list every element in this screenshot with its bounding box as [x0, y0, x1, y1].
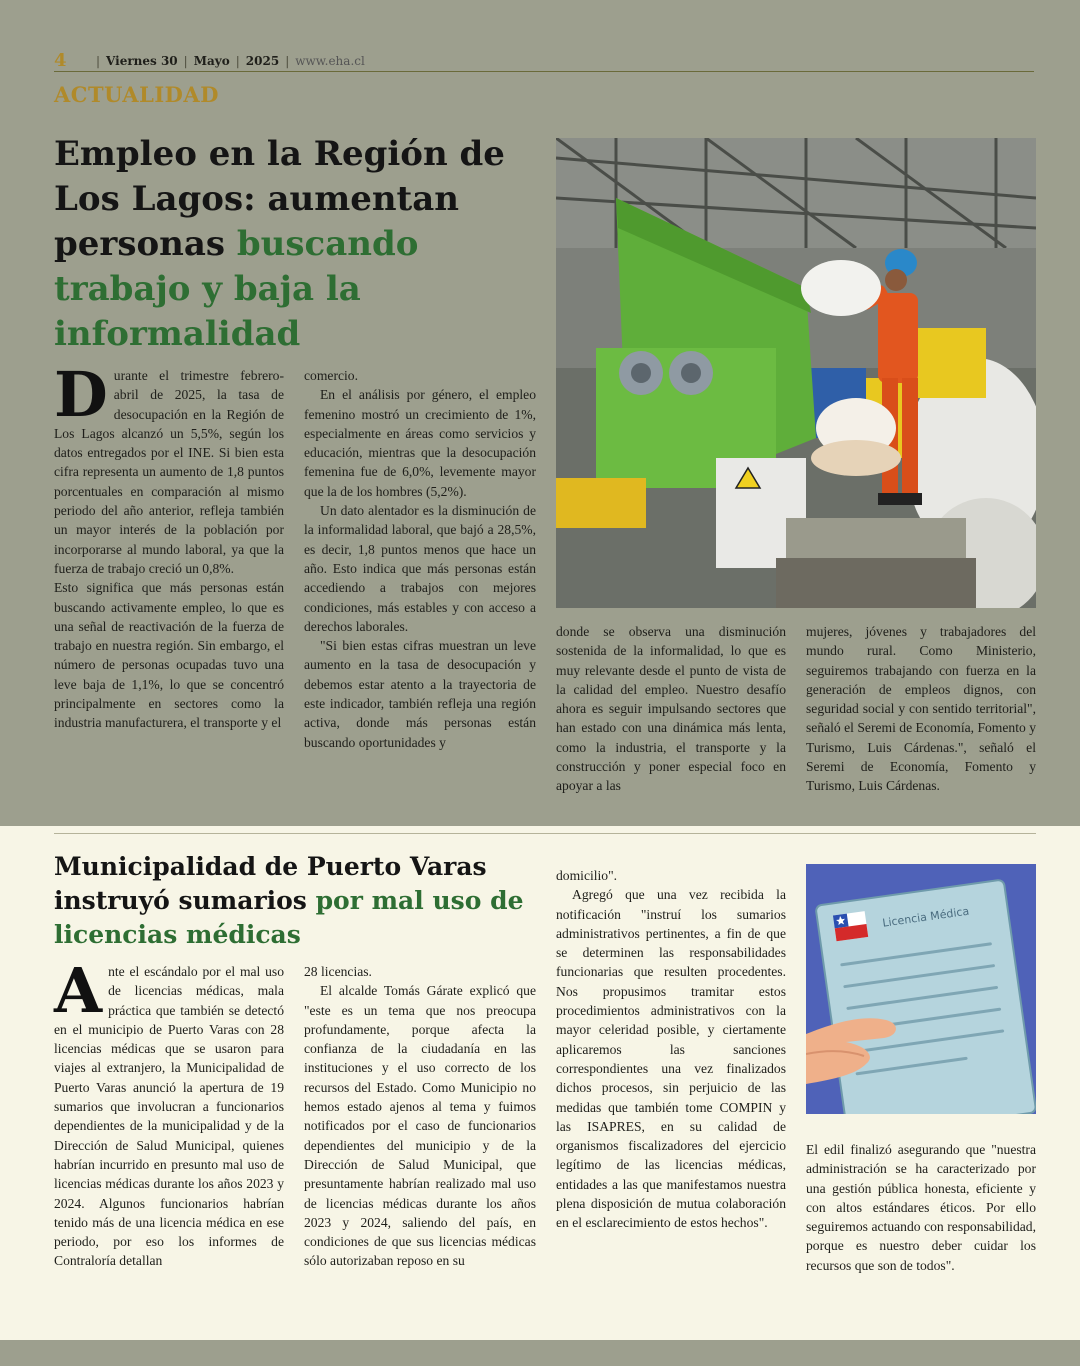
article1-paragraph: comercio.: [304, 368, 358, 383]
article2-column-4: [806, 1140, 1036, 1275]
article1-headline-green: buscando trabajo y baja la informalidad: [54, 224, 419, 354]
article2-paragraph: nte el escándalo por el mal uso de licencias médicas, mala práctica que también se detectó en el municipio de Puerto Varas con 28 licencias médicas que se usaron para viajes al extranjero, la Municipalidad de Puerto Varas anunció la apertura de 19 sumarios que involucran a funcionarios dependientes de la municipalidad y de la Dirección de Salud Municipal, quienes habrían incurrido en presunto mal uso de licencias médicas durante los años 2023 y 2024. Algunos funcionarios habrían tenido más de una licencia médica en ese periodo, por eso los informes de Contraloría detallan: [54, 964, 284, 1269]
article1-column-4: [806, 622, 1036, 796]
article2-headline: [54, 850, 544, 952]
article2-headline-green: por mal uso de licencias médicas: [54, 886, 524, 949]
article1-paragraph: urante el trimestre febrero-abril de 2025, la tasa de desocupación en la Región de Los Lagos alcanzó un 5,5%, según los datos entregados por el INE. Si bien esta cifra representa un aumento de 1,8 puntos porcentuales en comparación al mismo periodo del año anterior, refleja también un mayor interés de la población por incorporarse al mundo laboral, ya que la fuerza de trabajo creció un 0,8%.: [54, 368, 284, 576]
article1-paragraph: Un dato alentador es la disminución de la informalidad laboral, que bajó a 28,5%, es decir, 1,8 puntos menos que hace un año. Esto indica que más personas están accediendo a trabajos con mejores condiciones, más estables y con acceso a derechos laborales.: [304, 503, 536, 634]
article1-column-3: [556, 622, 786, 796]
header-website: www.eha.cl: [295, 53, 365, 68]
article1-dropcap: D: [54, 358, 108, 431]
section-label: ACTUALIDAD: [54, 82, 219, 107]
article1-paragraph: Esto significa que más personas están buscando activamente empleo, lo que es una señal de reactivación de la fuerza de trabajo en nuestra región. Sin embargo, el número de personas ocupadas tuvo una leve baja de 1,1%, lo que se concentró principalmente en sectores como la industria manufacturera, el transporte y el: [54, 580, 284, 731]
article2-column-3: [556, 866, 786, 1233]
page-header: 4 | Viernes 30 | Mayo | 2025 | www.eha.cl: [54, 50, 1034, 72]
medical-license-illustration: [806, 864, 1036, 1114]
article2-paragraph: 28 licencias.: [304, 964, 372, 979]
article2-paragraph: domicilio".: [556, 868, 618, 883]
article2-paragraph: El edil finalizó asegurando que "nuestra administración se ha caracterizado por una gestión pública honesta, eficiente y con altos estándares éticos. Por ello seguiremos actuando con responsabilidad, porque es nuestro deber cuidar los recursos que son de todos".: [806, 1142, 1036, 1273]
article1-paragraph: donde se observa una disminución sostenida de la informalidad, lo que es muy relevante desde el punto de vista de la calidad del empleo. Nuestro desafío ahora es seguir impulsando sectores que han estado con una dinámica más lenta, como la industria, el transporte y la construcción y poner especial foco en apoyar a las: [556, 624, 786, 794]
license-card-title: Licencia Médica: [881, 904, 970, 930]
article1-column-2: [304, 366, 536, 752]
article1-headline: [54, 132, 534, 357]
article2-dropcap: A: [54, 954, 103, 1027]
article2-column-1: [54, 954, 284, 1271]
header-day: Viernes 30: [106, 53, 178, 68]
header-year: 2025: [245, 53, 280, 68]
article1-paragraph: En el análisis por género, el empleo femenino mostró un crecimiento de 1%, especialmente en áreas como servicios y educación, mientras que la desocupación femenina fue de 6,0%, levemente mayor que la de los hombres (5,2%).: [304, 387, 536, 499]
page-number: 4: [54, 50, 67, 71]
article2-headline-black: Municipalidad de Puerto Varas instruyó sumarios: [54, 852, 487, 915]
article-divider: [54, 833, 1036, 834]
article1-paragraph: mujeres, jóvenes y trabajadores del mundo rural. Como Ministerio, seguiremos trabajando con fuerza en la generación de empleos dignos, con seguridad social y con sentido territorial", señaló el Seremi de Economía, Fomento y Turismo, Luis Cárdenas.", señaló el Seremi de Economía, Fomento y Turismo, Luis Cárdenas.: [806, 624, 1036, 794]
article1-photo: [556, 138, 1036, 608]
header-month: Mayo: [193, 53, 230, 68]
article1-headline-black: Empleo en la Región de Los Lagos: aumentan personas: [54, 134, 505, 264]
footer-strip: [0, 1340, 1080, 1366]
article2-paragraph: El alcalde Tomás Gárate explicó que "este es un tema que nos preocupa profundamente, porque afecta la confianza de la ciudadanía en las instituciones y el uso correcto de los recursos del Estado. Como Municipio no hemos estado ajenos al tema y fuimos notificados por el caso de funcionarios dependientes del municipio y de la Dirección de Salud Municipal, que presuntamente habrían realizado mal uso de licencias médicas durante los años 2023 y 2024, saliendo del país, en condiciones de que sus licencias médicas sólo autorizaban reposo en su: [304, 983, 536, 1269]
article2-paragraph: Agregó que una vez recibida la notificación "instruí los sumarios administrativos pertinentes, a fin de que se determinen las responsabilidades funcionarias que resulten procedentes. Nos propusimos tramitar estos procedimientos administrativos con la mayor celeridad posible, y ciertamente aplicaremos las sanciones correspondientes una vez finalizados dichos procesos, sin perjuicio de las medidas que también tome COMPIN y las ISAPRES, en su calidad de organismos fiscalizadores del ejercicio legítimo de las licencias médicas, entidades a las que manifestamos nuestra plena disposición de mutua colaboración en el esclarecimiento de estos hechos".: [556, 887, 786, 1231]
article2-column-2: [304, 962, 536, 1271]
article1-paragraph: "Si bien estas cifras muestran un leve aumento en la tasa de desocupación y debemos estar atento a la trayectoria de este indicador, también refleja una región activa, donde más personas están buscando oportunidades y: [304, 638, 536, 750]
article1-column-1: [54, 358, 284, 733]
